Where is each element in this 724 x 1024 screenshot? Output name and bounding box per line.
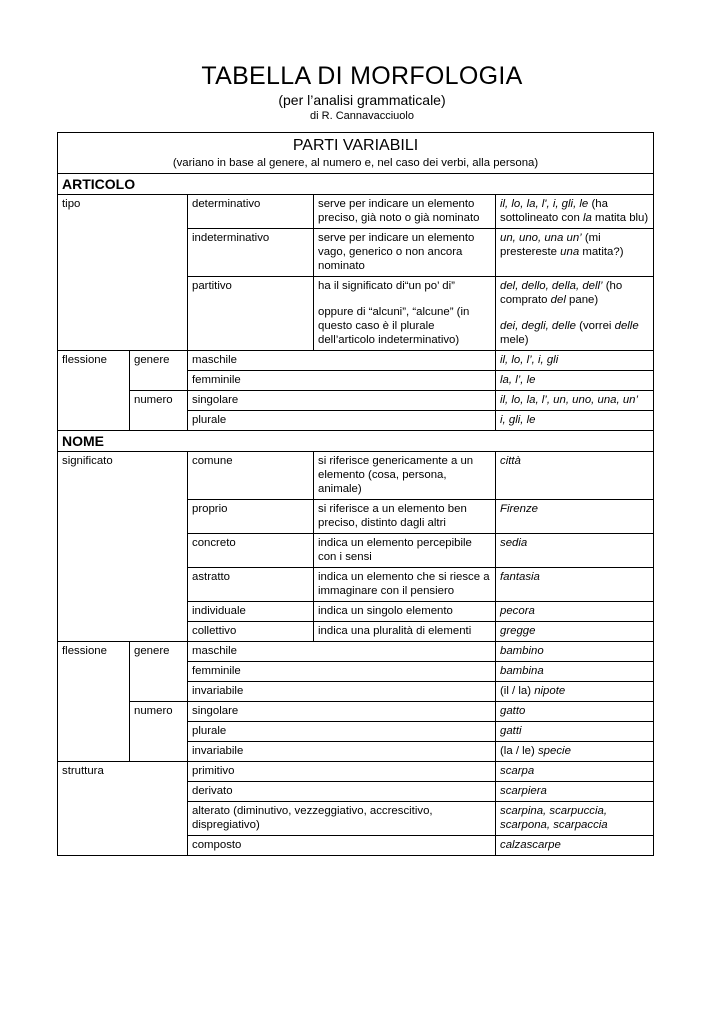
example-cell: scarpiera [496, 782, 654, 802]
example-italic: specie [537, 745, 571, 757]
term-cell: individuale [188, 602, 314, 622]
example-italic: un, uno, una un’ [500, 232, 582, 244]
row-label-numero: numero [130, 391, 188, 431]
example-cell: bambina [496, 662, 654, 682]
category-heading-articolo: ARTICOLO [58, 174, 654, 195]
example-cell [496, 682, 654, 702]
example-cell: il, lo, la, l’, un, uno, una, un’ [496, 391, 654, 411]
example-cell [496, 277, 654, 351]
table-row [58, 195, 654, 229]
term-cell: primitivo [188, 762, 496, 782]
description-cell [314, 277, 496, 351]
term-cell: invariabile [188, 742, 496, 762]
example-cell: gregge [496, 622, 654, 642]
description-line: ha il significato di“un po’ di” [318, 280, 455, 292]
document-author: di R. Cannavacciuolo [310, 110, 414, 122]
description-cell: indica un singolo elemento [314, 602, 496, 622]
description-cell: si riferisce a un elemento ben preciso, distinto dagli altri [314, 500, 496, 534]
description-cell: indica una pluralità di elementi [314, 622, 496, 642]
table-row [58, 642, 654, 662]
example-cell: sedia [496, 534, 654, 568]
term-cell: determinativo [188, 195, 314, 229]
example-cell: città [496, 452, 654, 500]
example-line [500, 279, 649, 307]
description-cell: si riferisce genericamente a un elemento (cosa, persona, animale) [314, 452, 496, 500]
category-row-articolo [58, 174, 654, 195]
example-text: (vorrei [576, 320, 615, 332]
row-label-struttura: struttura [58, 762, 188, 856]
document-header [0, 60, 724, 123]
example-cell [496, 229, 654, 277]
example-italic: il, lo, la, l', i, gli, le [500, 198, 589, 210]
row-label-flessione: flessione [58, 351, 130, 431]
term-cell: femminile [188, 662, 496, 682]
section-title-row [58, 133, 654, 157]
example-italic: una [560, 246, 580, 258]
term-cell: maschile [188, 642, 496, 662]
document-title: TABELLA DI MORFOLOGIA [201, 62, 523, 90]
term-cell: femminile [188, 371, 496, 391]
term-cell: composto [188, 836, 496, 856]
example-italic: del [550, 294, 566, 306]
term-cell: astratto [188, 568, 314, 602]
section-subtitle-row [58, 156, 654, 174]
example-cell: scarpina, scarpuccia, scarpona, scarpaccia [496, 802, 654, 836]
row-label-flessione: flessione [58, 642, 130, 762]
term-cell: concreto [188, 534, 314, 568]
example-cell: gatti [496, 722, 654, 742]
category-row-nome [58, 431, 654, 452]
table-row [58, 762, 654, 782]
description-cell: serve per indicare un elemento vago, generico o non ancora nominato [314, 229, 496, 277]
row-label-significato: significato [58, 452, 188, 642]
section-title: PARTI VARIABILI [58, 133, 654, 157]
example-italic: nipote [534, 685, 566, 697]
example-cell: i, gli, le [496, 411, 654, 431]
term-cell: invariabile [188, 682, 496, 702]
table-row [58, 452, 654, 500]
row-label-genere: genere [130, 642, 188, 702]
document-subtitle: (per l’analisi grammaticale) [278, 92, 446, 108]
term-cell: plurale [188, 411, 496, 431]
table-row [58, 351, 654, 371]
example-italic: dei, degli, delle [500, 320, 576, 332]
example-text: (il / la) [500, 685, 535, 697]
example-cell: il, lo, l’, i, gli [496, 351, 654, 371]
term-cell: singolare [188, 702, 496, 722]
example-text: pane) [565, 294, 599, 306]
example-text: (la / le) [500, 745, 538, 757]
term-cell: derivato [188, 782, 496, 802]
description-cell: serve per indicare un elemento preciso, già noto o già nominato [314, 195, 496, 229]
term-cell: alterato (diminutivo, vezzeggiativo, accrescitivo, dispregiativo) [188, 802, 496, 836]
example-cell: scarpa [496, 762, 654, 782]
term-cell: plurale [188, 722, 496, 742]
example-cell [496, 742, 654, 762]
term-cell: singolare [188, 391, 496, 411]
row-label-numero: numero [130, 702, 188, 762]
table-row [58, 391, 654, 411]
example-italic: del, dello, della, dell’ [500, 280, 603, 292]
term-cell: partitivo [188, 277, 314, 351]
category-heading-nome: NOME [58, 431, 654, 452]
term-cell: comune [188, 452, 314, 500]
example-cell: gatto [496, 702, 654, 722]
morphology-table [57, 132, 654, 856]
term-cell: indeterminativo [188, 229, 314, 277]
example-text: (mi prestereste [500, 232, 601, 258]
example-italic: delle [614, 320, 639, 332]
section-subtitle: (variano in base al genere, al numero e, nel caso dei verbi, alla persona) [58, 156, 654, 174]
example-text: matita blu) [591, 212, 649, 224]
example-text: (ha sottolineato con [500, 198, 608, 224]
example-text: matita?) [579, 246, 624, 258]
row-label-genere: genere [130, 351, 188, 391]
example-cell: pecora [496, 602, 654, 622]
term-cell: collettivo [188, 622, 314, 642]
term-cell: maschile [188, 351, 496, 371]
example-line [500, 319, 649, 347]
description-cell: indica un elemento che si riesce a immaginare con il pensiero [314, 568, 496, 602]
description-cell: indica un elemento percepibile con i sensi [314, 534, 496, 568]
example-text: (ho comprato [500, 280, 623, 306]
example-cell: la, l’, le [496, 371, 654, 391]
example-cell: fantasia [496, 568, 654, 602]
example-cell: calzascarpe [496, 836, 654, 856]
example-cell [496, 195, 654, 229]
example-cell: bambino [496, 642, 654, 662]
description-line: oppure di “alcuni”, “alcune” (in questo caso è il plurale dell’articolo indeterminativo) [318, 306, 470, 346]
term-cell: proprio [188, 500, 314, 534]
example-text: mele) [500, 334, 529, 346]
example-cell: Firenze [496, 500, 654, 534]
table-row [58, 702, 654, 722]
example-italic: la [582, 212, 592, 224]
row-label-tipo: tipo [58, 195, 188, 351]
